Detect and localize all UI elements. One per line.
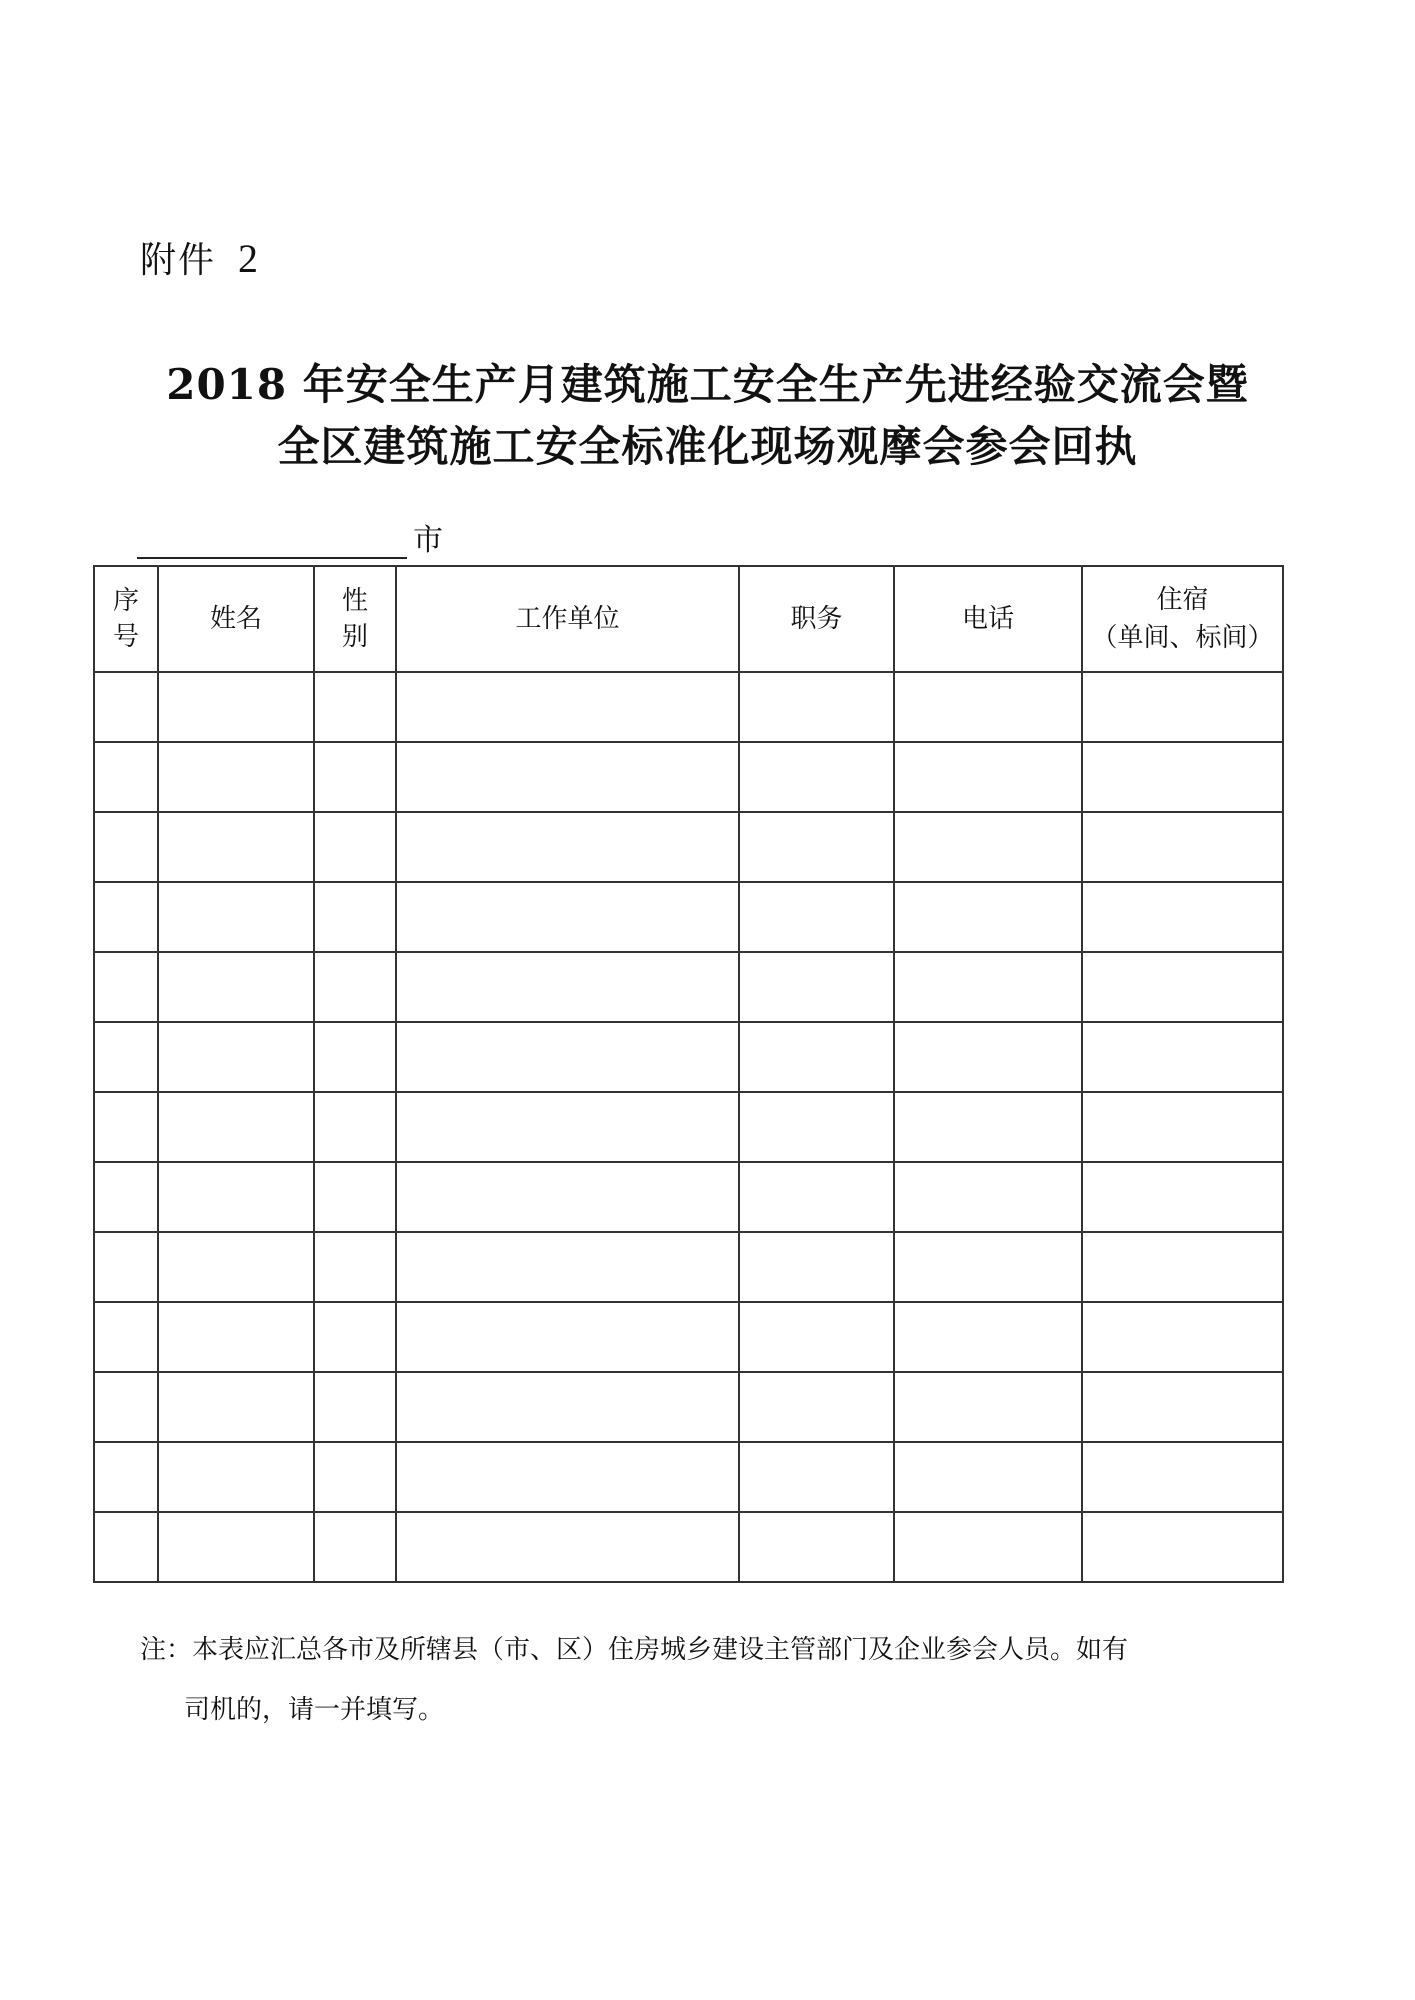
cell-name[interactable] xyxy=(158,882,314,952)
cell-seq[interactable] xyxy=(94,672,158,742)
table-row xyxy=(94,1302,1283,1372)
cell-phone[interactable] xyxy=(894,1302,1082,1372)
table-row xyxy=(94,1232,1283,1302)
cell-position[interactable] xyxy=(739,1022,894,1092)
header-position: 职务 xyxy=(739,566,894,672)
cell-position[interactable] xyxy=(739,1162,894,1232)
cell-lodging[interactable] xyxy=(1082,882,1283,952)
cell-gender[interactable] xyxy=(314,952,396,1022)
cell-name[interactable] xyxy=(158,1372,314,1442)
cell-seq[interactable] xyxy=(94,1232,158,1302)
footnote-line-2: 司机的，请一并填写。 xyxy=(184,1695,445,1725)
table-row xyxy=(94,1162,1283,1232)
cell-lodging[interactable] xyxy=(1082,1022,1283,1092)
cell-name[interactable] xyxy=(158,672,314,742)
table-row xyxy=(94,742,1283,812)
header-unit: 工作单位 xyxy=(396,566,739,672)
cell-unit[interactable] xyxy=(396,1372,739,1442)
footnote xyxy=(140,1620,1280,1740)
cell-name[interactable] xyxy=(158,952,314,1022)
cell-phone[interactable] xyxy=(894,1162,1082,1232)
city-suffix: 市 xyxy=(413,523,443,558)
cell-position[interactable] xyxy=(739,952,894,1022)
cell-position[interactable] xyxy=(739,1512,894,1582)
table-row xyxy=(94,1022,1283,1092)
table-row xyxy=(94,1092,1283,1162)
header-gender: 性别 xyxy=(314,566,396,672)
cell-name[interactable] xyxy=(158,1162,314,1232)
document-title-line-1: 2018 年安全生产月建筑施工安全生产先进经验交流会暨 xyxy=(166,360,1249,409)
cell-seq[interactable] xyxy=(94,1512,158,1582)
cell-lodging[interactable] xyxy=(1082,1232,1283,1302)
cell-gender[interactable] xyxy=(314,1022,396,1092)
header-name: 姓名 xyxy=(158,566,314,672)
cell-unit[interactable] xyxy=(396,1302,739,1372)
cell-phone[interactable] xyxy=(894,882,1082,952)
cell-phone[interactable] xyxy=(894,1442,1082,1512)
cell-unit[interactable] xyxy=(396,742,739,812)
cell-name[interactable] xyxy=(158,1512,314,1582)
attachment-label xyxy=(140,232,260,283)
cell-gender[interactable] xyxy=(314,742,396,812)
table-row xyxy=(94,952,1283,1022)
table-row xyxy=(94,1512,1283,1582)
cell-lodging[interactable] xyxy=(1082,672,1283,742)
cell-position[interactable] xyxy=(739,882,894,952)
cell-name[interactable] xyxy=(158,1022,314,1092)
table-row xyxy=(94,812,1283,882)
document-title-line-2: 全区建筑施工安全标准化现场观摩会参会回执 xyxy=(277,422,1138,471)
cell-lodging[interactable] xyxy=(1082,742,1283,812)
cell-lodging[interactable] xyxy=(1082,1092,1283,1162)
cell-position[interactable] xyxy=(739,742,894,812)
cell-position[interactable] xyxy=(739,1372,894,1442)
city-field xyxy=(137,515,443,559)
cell-seq[interactable] xyxy=(94,1022,158,1092)
attachment-number: 2 xyxy=(238,236,261,281)
cell-gender[interactable] xyxy=(314,1092,396,1162)
cell-unit[interactable] xyxy=(396,812,739,882)
header-seq: 序号 xyxy=(94,566,158,672)
cell-unit[interactable] xyxy=(396,882,739,952)
footnote-line-1: 注：本表应汇总各市及所辖县（市、区）住房城乡建设主管部门及企业参会人员。如有 xyxy=(140,1635,1129,1665)
cell-position[interactable] xyxy=(739,672,894,742)
header-lodging-title: 住宿 xyxy=(1156,585,1209,615)
cell-unit[interactable] xyxy=(396,1232,739,1302)
cell-seq[interactable] xyxy=(94,1162,158,1232)
cell-position[interactable] xyxy=(739,1092,894,1162)
cell-gender[interactable] xyxy=(314,1512,396,1582)
cell-lodging[interactable] xyxy=(1082,1512,1283,1582)
cell-lodging[interactable] xyxy=(1082,1162,1283,1232)
cell-gender[interactable] xyxy=(314,672,396,742)
cell-seq[interactable] xyxy=(94,1092,158,1162)
cell-gender[interactable] xyxy=(314,882,396,952)
cell-gender[interactable] xyxy=(314,1162,396,1232)
cell-phone[interactable] xyxy=(894,1092,1082,1162)
cell-gender[interactable] xyxy=(314,1302,396,1372)
cell-unit[interactable] xyxy=(396,1092,739,1162)
header-phone: 电话 xyxy=(894,566,1082,672)
cell-unit[interactable] xyxy=(396,1442,739,1512)
cell-seq[interactable] xyxy=(94,882,158,952)
cell-name[interactable] xyxy=(158,1092,314,1162)
cell-phone[interactable] xyxy=(894,952,1082,1022)
table-body xyxy=(94,672,1283,1582)
cell-seq[interactable] xyxy=(94,812,158,882)
cell-seq[interactable] xyxy=(94,952,158,1022)
cell-name[interactable] xyxy=(158,812,314,882)
table-header-row xyxy=(94,566,1283,672)
cell-seq[interactable] xyxy=(94,1442,158,1512)
cell-seq[interactable] xyxy=(94,1372,158,1442)
cell-seq[interactable] xyxy=(94,742,158,812)
cell-phone[interactable] xyxy=(894,1372,1082,1442)
cell-gender[interactable] xyxy=(314,1442,396,1512)
cell-phone[interactable] xyxy=(894,812,1082,882)
cell-seq[interactable] xyxy=(94,1302,158,1372)
cell-phone[interactable] xyxy=(894,672,1082,742)
cell-lodging[interactable] xyxy=(1082,1442,1283,1512)
cell-name[interactable] xyxy=(158,742,314,812)
table-row xyxy=(94,882,1283,952)
cell-position[interactable] xyxy=(739,1442,894,1512)
cell-phone[interactable] xyxy=(894,1022,1082,1092)
cell-lodging[interactable] xyxy=(1082,1302,1283,1372)
cell-position[interactable] xyxy=(739,812,894,882)
cell-unit[interactable] xyxy=(396,1512,739,1582)
cell-lodging[interactable] xyxy=(1082,812,1283,882)
table-row xyxy=(94,1372,1283,1442)
cell-phone[interactable] xyxy=(894,1512,1082,1582)
cell-position[interactable] xyxy=(739,1302,894,1372)
cell-unit[interactable] xyxy=(396,1162,739,1232)
table-row xyxy=(94,1442,1283,1512)
cell-lodging[interactable] xyxy=(1082,952,1283,1022)
cell-unit[interactable] xyxy=(396,952,739,1022)
cell-gender[interactable] xyxy=(314,1372,396,1442)
cell-phone[interactable] xyxy=(894,742,1082,812)
cell-name[interactable] xyxy=(158,1232,314,1302)
header-lodging xyxy=(1082,566,1283,672)
cell-unit[interactable] xyxy=(396,1022,739,1092)
table-row xyxy=(94,672,1283,742)
cell-name[interactable] xyxy=(158,1442,314,1512)
attachment-text: 附件 xyxy=(140,240,217,281)
cell-gender[interactable] xyxy=(314,1232,396,1302)
cell-unit[interactable] xyxy=(396,672,739,742)
cell-phone[interactable] xyxy=(894,1232,1082,1302)
registration-table xyxy=(93,565,1284,1583)
cell-gender[interactable] xyxy=(314,812,396,882)
cell-position[interactable] xyxy=(739,1232,894,1302)
header-lodging-sub: （单间、标间） xyxy=(1091,623,1274,653)
cell-name[interactable] xyxy=(158,1302,314,1372)
city-blank-line[interactable] xyxy=(137,519,407,559)
cell-lodging[interactable] xyxy=(1082,1372,1283,1442)
